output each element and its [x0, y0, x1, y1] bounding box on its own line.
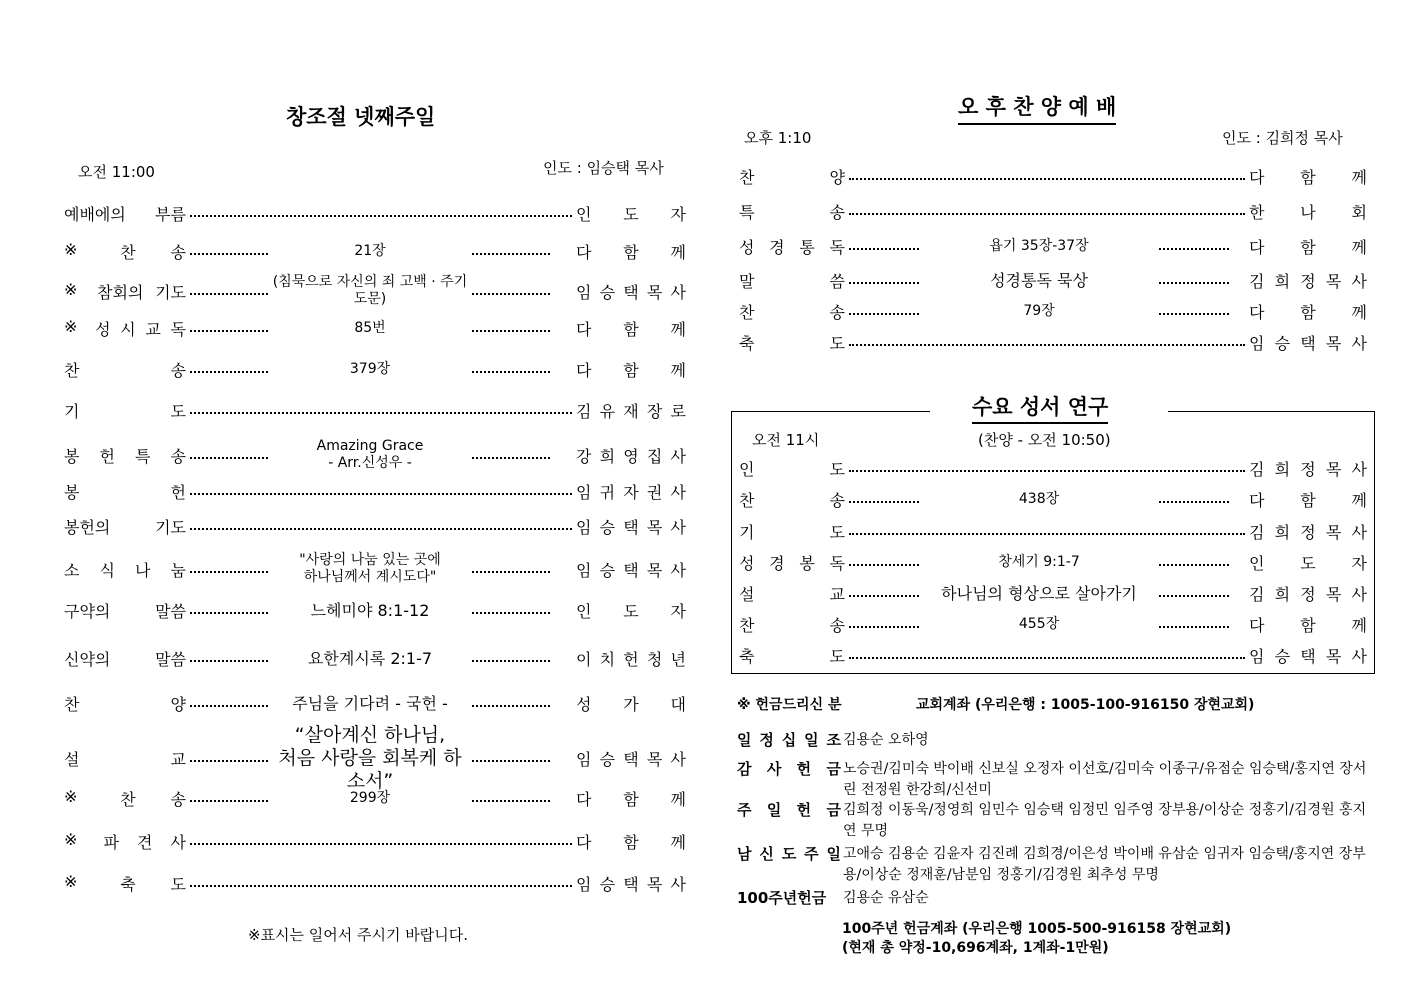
service-label: 찬 송 [64, 360, 186, 380]
service-row [739, 265, 1367, 295]
offering-header: ※ 헌금드리신 분 [737, 697, 842, 713]
service-label: 축 도 [739, 333, 845, 353]
offering-names: 고애승 김용순 김윤자 김진례 김희경/이은성 박이배 유삼순 임귀자 임승택/홍지연 장부용/이상순 정재훈/남분임 정홍기/김경원 최추성 무명 [843, 846, 1366, 883]
service-leader: 인 도 자 [1249, 553, 1367, 573]
service-leader: 성 가 대 [576, 694, 686, 714]
service-label: 소 식 나 눔 [64, 560, 186, 580]
service-row [64, 688, 686, 718]
service-row [739, 578, 1367, 608]
service-detail: 요한계시록 2:1-7 [307, 648, 433, 668]
service-row [64, 551, 686, 587]
service-label: 찬 송 [739, 490, 845, 510]
service-row [64, 595, 686, 625]
service-detail: 438장 [1018, 490, 1060, 507]
service-leader: 이 치 헌 청 년 [576, 649, 686, 669]
service-label: 인 도 [739, 459, 845, 479]
service-row [739, 609, 1367, 639]
service-leader: 임 승 택 목 사 [576, 517, 686, 537]
service-detail: 창세기 9:1-7 [998, 553, 1080, 570]
service-leader: 강 희 영 집 사 [576, 446, 686, 466]
left-title: 창조절 넷째주일 [286, 105, 436, 129]
service-row [739, 640, 1367, 670]
service-row [64, 437, 686, 473]
service-label: 특 송 [739, 202, 845, 222]
offering-names: 노승권/김미숙 박이배 신보실 오정자 이선호/김미숙 이종구/유점순 임승택/홍지연 장서린 전정원 한강희/신선미 [843, 761, 1367, 798]
service-row [64, 643, 686, 673]
service-leader: 다 함 께 [576, 360, 686, 380]
service-label: 설 교 [64, 749, 186, 769]
service-row [739, 231, 1367, 261]
wednesday-praise-time: (찬양 - 오전 10:50) [978, 431, 1111, 449]
service-detail: 379장 [349, 360, 391, 377]
offering-names: 김용순 유삼순 [843, 890, 929, 906]
service-leader: 인 도 자 [576, 204, 686, 224]
offering-row [737, 759, 1373, 801]
offering-names: 김용순 오하영 [843, 732, 929, 748]
service-row [64, 395, 686, 425]
service-detail: 85번 [354, 319, 386, 336]
service-row [64, 511, 686, 541]
service-leader: 다 함 께 [576, 832, 686, 852]
service-leader: 김 유 재 장 로 [576, 401, 686, 421]
service-row [64, 476, 686, 506]
service-detail: 주님을 기다려 - 국헌 - [292, 693, 448, 713]
service-label: 기 도 [739, 522, 845, 542]
afternoon-leader: 인도 : 김희정 목사 [1222, 129, 1343, 147]
offering-row [737, 888, 1373, 909]
service-leader: 임 승 택 목 사 [1249, 333, 1367, 353]
service-leader: 임 귀 자 권 사 [576, 482, 686, 502]
service-leader: 김 희 정 목 사 [1249, 271, 1367, 291]
service-row [739, 161, 1367, 191]
service-row [739, 196, 1367, 226]
wednesday-time: 오전 11시 [752, 431, 820, 449]
pledge-note: (현재 총 약정-10,696계좌, 1계좌-1만원) [842, 940, 1109, 956]
service-label: 찬 송 [739, 615, 845, 635]
service-detail: Amazing Grace - Arr.신성우 - [316, 438, 424, 471]
service-detail: (침묵으로 자신의 죄 고백 · 주기도문) [272, 274, 468, 307]
service-leader: 다 함 께 [576, 319, 686, 339]
service-label: 축 도 [739, 646, 845, 666]
service-detail: "사랑의 나눔 있는 곳에 하나님께서 계시도다" [299, 552, 441, 585]
service-detail: 하나님의 형상으로 살아가기 [941, 583, 1137, 603]
service-leader: 다 함 께 [576, 789, 686, 809]
service-row [64, 236, 686, 266]
service-label: 봉 헌 [64, 482, 186, 502]
left-footnote: ※표시는 일어서 주시기 바랍니다. [248, 926, 469, 944]
service-detail: 79장 [1023, 302, 1055, 319]
service-row [739, 484, 1367, 514]
service-label: ※ 참회의 기도 [64, 279, 186, 302]
service-label: 말 씀 [739, 271, 845, 291]
service-label: ※ 찬 송 [64, 786, 186, 809]
service-label: ※ 축 도 [64, 871, 186, 894]
service-row [739, 327, 1367, 357]
service-row [64, 198, 686, 228]
service-leader: 임 승 택 목 사 [576, 282, 686, 302]
service-leader: 다 함 께 [1249, 237, 1367, 257]
service-detail: “살아계신 하나님, 처음 사랑을 회복케 하소서” [278, 723, 462, 792]
wednesday-title: 수요 성서 연구 [972, 391, 1108, 424]
service-label: 찬 송 [739, 302, 845, 322]
service-row [64, 723, 686, 792]
service-row [739, 547, 1367, 577]
service-detail: 욥기 35장-37장 [989, 237, 1089, 254]
service-leader: 임 승 택 목 사 [576, 874, 686, 894]
service-label: 성 경 봉 독 [739, 553, 845, 573]
service-label: ※ 찬 송 [64, 239, 186, 262]
offering-names: 김희정 이동욱/정영희 임민수 임승택 임정민 임주영 장부용/이상순 정홍기/김경원 홍지연 무명 [843, 802, 1367, 839]
service-leader: 임 승 택 목 사 [1249, 646, 1367, 666]
service-leader: 다 함 께 [1249, 490, 1367, 510]
church-account: 교회계좌 (우리은행 : 1005-100-916150 장현교회) [916, 697, 1255, 713]
service-label: 봉헌의 기도 [64, 517, 186, 537]
service-row [739, 296, 1367, 326]
service-label: 찬 양 [64, 694, 186, 714]
service-row [64, 354, 686, 384]
service-label: 신약의 말씀 [64, 649, 186, 669]
offering-category: 남 신 도 주 일 [737, 845, 841, 863]
service-row [64, 276, 686, 306]
service-label: 기 도 [64, 401, 186, 421]
service-row [64, 868, 686, 898]
offering-category: 주 일 헌 금 [737, 801, 841, 819]
service-label: 찬 양 [739, 167, 845, 187]
left-leader: 인도 : 임승택 목사 [543, 159, 664, 177]
offering-category: 감 사 헌 금 [737, 760, 841, 778]
offering-category: 일 정 십 일 조 [737, 731, 841, 749]
offering-category: 100주년헌금 [737, 889, 827, 907]
service-row [64, 783, 686, 813]
service-leader: 김 희 정 목 사 [1249, 459, 1367, 479]
afternoon-time: 오후 1:10 [744, 129, 812, 147]
service-label: 구약의 말씀 [64, 601, 186, 621]
service-label: ※ 성 시 교 독 [64, 316, 186, 339]
service-leader: 다 함 께 [1249, 302, 1367, 322]
service-leader: 다 함 께 [576, 242, 686, 262]
service-leader: 김 희 정 목 사 [1249, 584, 1367, 604]
service-leader: 다 함 께 [1249, 615, 1367, 635]
service-row [64, 826, 686, 856]
service-leader: 한 나 회 [1249, 202, 1367, 222]
offering-row [737, 730, 1373, 751]
service-detail: 299장 [349, 789, 391, 806]
service-label: 성 경 통 독 [739, 237, 845, 257]
service-leader: 임 승 택 목 사 [576, 560, 686, 580]
service-detail: 성경통독 묵상 [990, 270, 1088, 290]
service-detail: 455장 [1018, 615, 1060, 632]
service-leader: 다 함 께 [1249, 167, 1367, 187]
service-label: ※ 파 견 사 [64, 829, 186, 852]
service-leader: 김 희 정 목 사 [1249, 522, 1367, 542]
service-row [739, 516, 1367, 546]
service-row [739, 453, 1367, 483]
centennial-account: 100주년 헌금계좌 (우리은행 1005-500-916158 장현교회) [842, 921, 1232, 937]
service-row [64, 313, 686, 343]
service-leader: 인 도 자 [576, 601, 686, 621]
service-label: 봉 헌 특 송 [64, 446, 186, 466]
service-leader: 임 승 택 목 사 [576, 749, 686, 769]
left-time: 오전 11:00 [78, 163, 155, 181]
service-detail: 느헤미야 8:1-12 [310, 600, 430, 620]
offering-row [737, 844, 1373, 886]
offering-row [737, 800, 1373, 842]
service-label: 예배에의 부름 [64, 204, 186, 224]
afternoon-title: 오 후 찬 양 예 배 [958, 91, 1116, 125]
service-label: 설 교 [739, 584, 845, 604]
service-detail: 21장 [354, 242, 386, 259]
